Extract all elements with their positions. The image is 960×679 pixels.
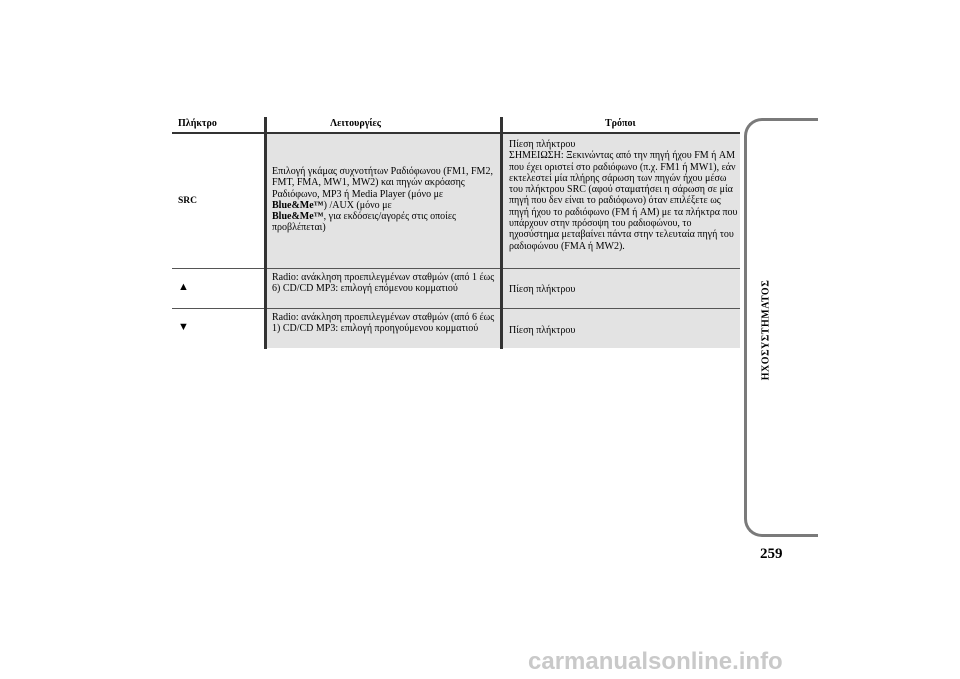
header-function: Λειτουργίες (330, 118, 381, 129)
row2-mode: Πίεση πλήκτρου (509, 284, 576, 295)
row-divider (172, 308, 740, 309)
watermark: carmanualsonline.info (528, 648, 783, 675)
row-divider (172, 268, 740, 269)
section-label: ΗΧΟΣΥΣΤΗΜΑΤΟΣ (760, 279, 772, 381)
row1-function-brand-2: Blue&Me™ (272, 211, 324, 223)
row3-function: Radio: ανάκληση προεπιλεγμένων σταθμών (από 6 έως 1) CD/CD MP3: επιλογή προηγούμενου κομματιού (272, 312, 495, 335)
row1-mode-title: Πίεση πλήκτρου (509, 139, 576, 150)
row2-function: Radio: ανάκληση προεπιλεγμένων σταθμών (από 1 έως 6) CD/CD MP3: επιλογή επόμενου κομματιού (272, 272, 495, 295)
section-tab-border (744, 118, 818, 537)
row1-function-text-2: ) /AUX (μόνο με (323, 199, 392, 211)
row1-function-text-3: , για εκδόσεις/αγορές στις οποίες προβλέπεται) (272, 211, 457, 234)
row2-key-up-arrow-icon: ▲ (178, 281, 189, 293)
row1-function-text-1: Επιλογή γκάμας συχνοτήτων Ραδιόφωνου (FM1, FM2, FMT, FMA, MW1, MW2) και πηγών ακρόασης Ραδιόφωνο, MP3 ή Media Player (μόνο με (272, 166, 493, 200)
row1-mode (509, 139, 741, 252)
header-key: Πλήκτρο (178, 118, 217, 129)
page-number: 259 (760, 546, 783, 562)
row1-key: SRC (178, 196, 198, 206)
row1-function-brand-1: Blue&Me™ (272, 199, 324, 211)
column-divider-1 (264, 117, 267, 349)
row3-key-down-arrow-icon: ▼ (178, 321, 189, 333)
row3-mode: Πίεση πλήκτρου (509, 325, 576, 336)
header-mode: Τρόποι (605, 118, 636, 129)
column-divider-2 (500, 117, 503, 349)
row1-function (272, 166, 494, 234)
row1-mode-note: ΣΗΜΕΙΩΣΗ: Ξεκινώντας από την πηγή ήχου FM ή AM που έχει οριστεί στο ραδιόφωνο (π.χ. FM1 ή MW1), εάν εκτελεστεί μία πλήρης σάρωση των πηγών ήχου μέσω του πλήκτρου SRC (αφού σταματήσει η σάρωση σε μία πηγή που δεν είναι το ραδιόφωνο) όταν επιλέξετε ως πηγή ήχου το ραδιόφωνο (FM ή AM) με τα πλήκτρα που υπάρχουν στην πρόσοψη του ραδιοφώνου, το ηχοσύστημα μεταβαίνει πάντα στην τελευταία πηγή του ραδιοφώνου (FMA ή MW2). (509, 150, 738, 252)
